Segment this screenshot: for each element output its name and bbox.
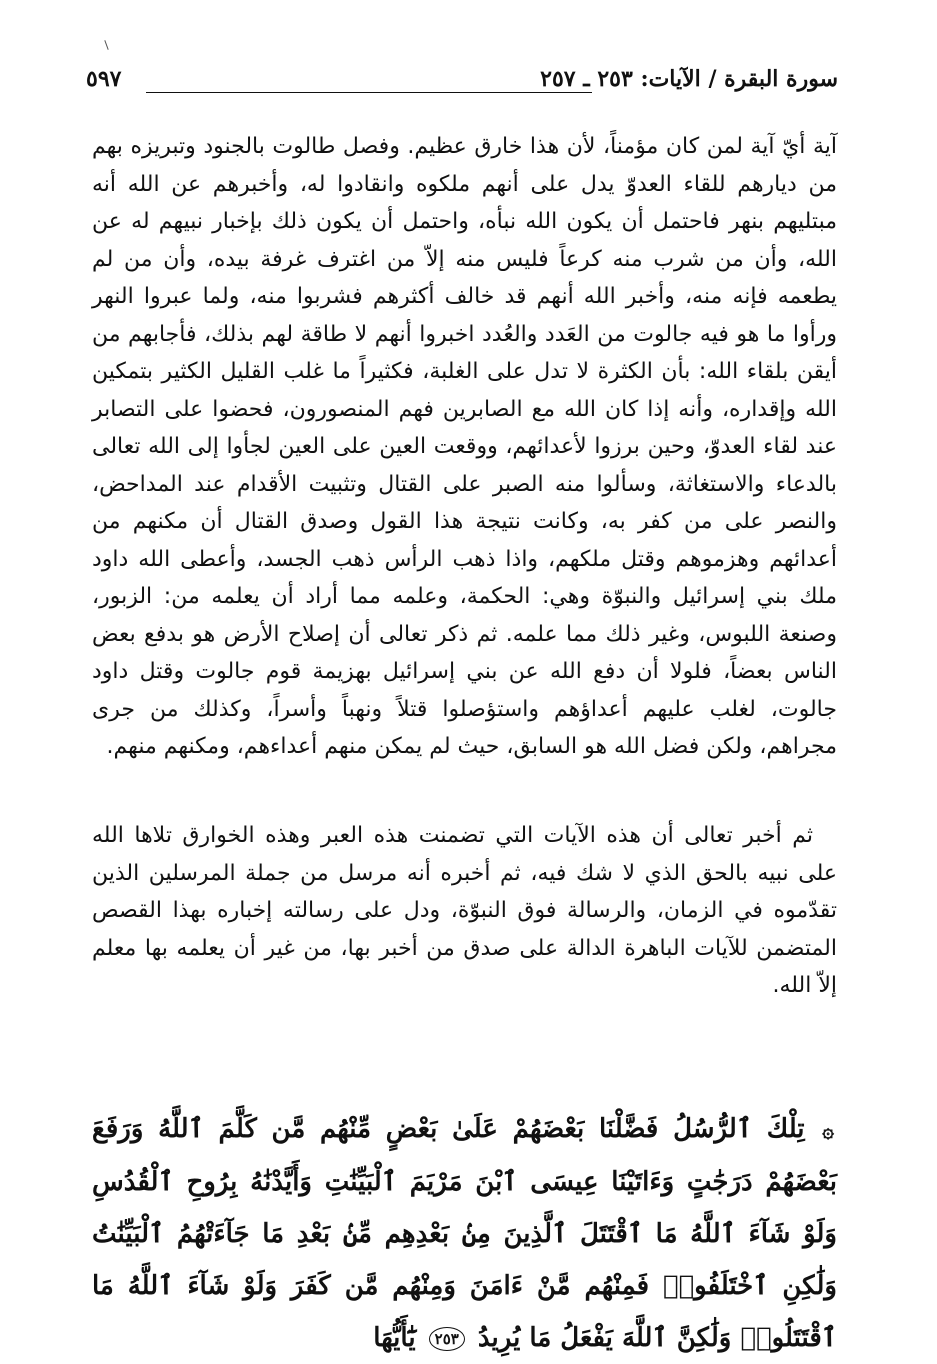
commentary-paragraph-2: ثم أخبر تعالى أن هذه الآيات التي تضمنت هذه العبر وهذه الخوارق تلاها الله على نبيه بالحق الذي لا شك فيه، ثم أخبره أنه مرسل من جملة المرسلين الذين تقدّموه في الزمان، والرسالة فوق النبوّة، ودل على رسالته إخباره بهذا القصص المتضمن للآيات الباهرة الدالة على صدق من أخبر بها، من غير أن يعلمه بها معلم إلاّ الله.	[92, 823, 837, 998]
margin-mark	[104, 40, 108, 50]
page-number: ٥٩٧	[86, 66, 122, 92]
verse-continuation: يَٰٓأَيُّهَا	[373, 1323, 416, 1353]
header-rule	[146, 92, 592, 93]
ayah-number-badge: ٢٥٣	[429, 1327, 465, 1351]
commentary-paragraph-1: آية أيّ آية لمن كان مؤمناً، لأن هذا خارق عظيم. وفصل طالوت بالجنود وتبريزه بهم من ديارهم للقاء العدوّ يدل على أنهم ملكوه وانقادوا له، وأخبرهم عن الله أنه مبتليهم بنهر فاحتمل أن يكون الله نبأه، واحتمل أن يكون ذلك بإخبار نبيهم له عن الله، وأن من شرب منه كرعاً فليس منه إلاّ من اغترف غرفة بيده، وأن من لم يطعمه فإنه منه، وأخبر الله أنهم قد خالف أكثرهم فشربوا منه، ولما عبروا النهر ورأوا ما هو فيه جالوت من العَدد والعُدد اخبروا أنهم لا طاقة لهم بذلك، فأجابهم من أيقن بلقاء الله: بأن الكثرة لا تدل على الغلبة، فكثيراً ما غلب القليل الكثير بتمكين الله وإقداره، وأنه إذا كان الله مع الصابرين فهم المنصورون، فحضوا على التصابر عند لقاء العدوّ، وحين برزوا لأعدائهم، ووقعت العين على العين لجأوا إلى الله تعالى بالدعاء والاستغاثة، وسألوا منه الصبر على القتال وتثبيت الأقدام عند المداحض، والنصر على من كفر به، وكانت نتيجة هذا القول وصدق القتال أن مكنهم من أعدائهم وهزموهم وقتل ملكهم، واذا ذهب الرأس ذهب الجسد، وأعطى الله داود ملك بني إسرائيل والنبوّة وهي: الحكمة، وعلمه مما أراد أن يعلمه من: الزبور، وصنعة اللبوس، وغير ذلك مما علمه. ثم ذكر تعالى أن إصلاح الأرض هو بدفع بعض الناس بعضاً، فلولا أن دفع الله عن بني إسرائيل بهزيمة قوم جالوت وقتل داود جالوت، لغلب عليهم أعداؤهم واستؤصلوا قتلاً ونهباً وأسراً، وكذلك من جرى مجراهم، ولكن فضل الله هو السابق، حيث لم يمكن منهم أعداءهم، ومكنهم منهم.	[92, 134, 837, 759]
rub-el-hizb-icon: ۞	[822, 1118, 834, 1142]
header-title: سورة البقرة / الآيات: ٢٥٣ ـ ٢٥٧	[540, 66, 838, 92]
page-header	[86, 62, 838, 102]
verse-text: تِلْكَ ٱلرُّسُلُ فَضَّلْنَا بَعْضَهُمْ عَلَىٰ بَعْضٍ مِّنْهُم مَّن كَلَّمَ ٱللَّهُ وَرَفَعَ بَعْضَهُمْ دَرَجَٰتٍ وَءَاتَيْنَا عِيسَى ٱبْنَ مَرْيَمَ ٱلْبَيِّنَٰتِ وَأَيَّدْنَٰهُ بِرُوحِ ٱلْقُدُسِ وَلَوْ شَآءَ ٱللَّهُ مَا ٱقْتَتَلَ ٱلَّذِينَ مِنۢ بَعْدِهِم مِّنۢ بَعْدِ مَا جَآءَتْهُمُ ٱلْبَيِّنَٰتُ وَلَٰكِنِ ٱخْتَلَفُوا۟ فَمِنْهُم مَّنْ ءَامَنَ وَمِنْهُم مَّن كَفَرَ وَلَوْ شَآءَ ٱللَّهُ مَا ٱقْتَتَلُوا۟ وَلَٰكِنَّ ٱللَّهَ يَفْعَلُ مَا يُرِيدُ	[92, 1114, 837, 1353]
quran-verse-block	[92, 1103, 837, 1364]
